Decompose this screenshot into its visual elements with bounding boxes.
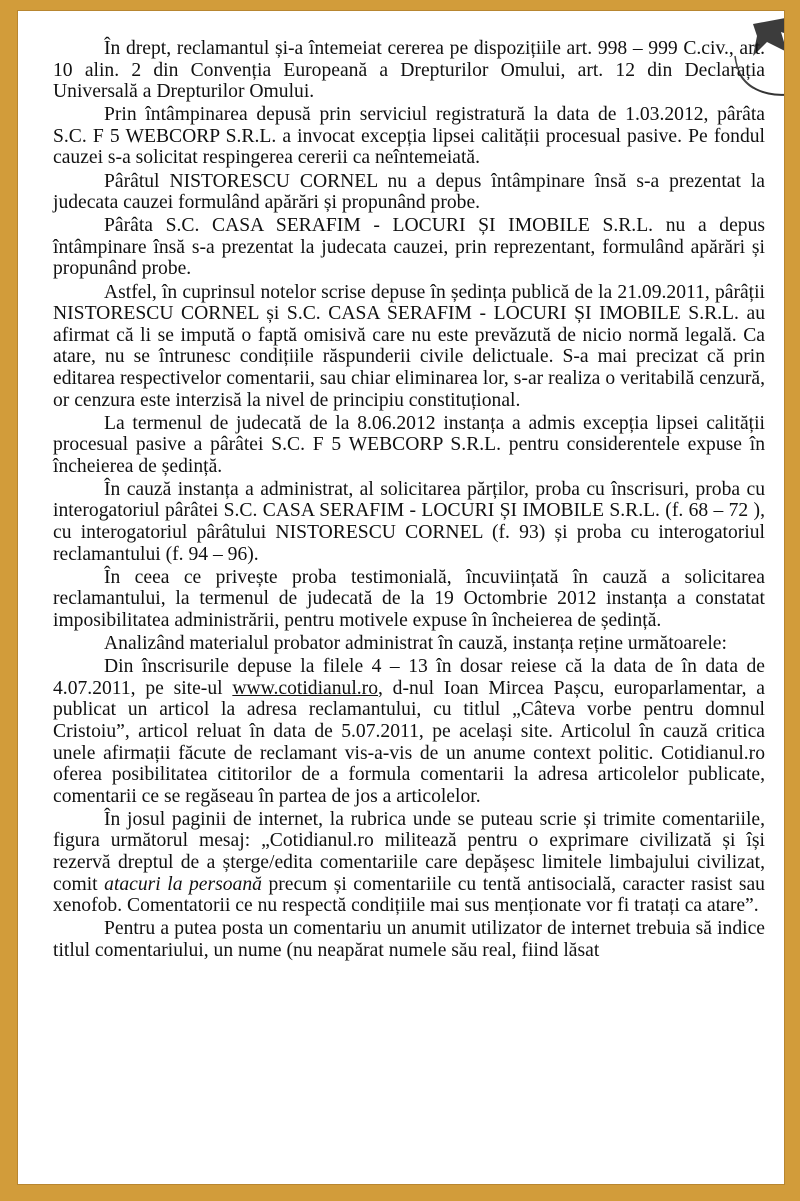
paragraph: Pârâtul NISTORESCU CORNEL nu a depus întâmpinare însă s-a prezentat la judecata cauzei formulând apărări și propunând probe. xyxy=(53,170,765,214)
document-page xyxy=(17,10,785,1185)
paragraph: Analizând materialul probator administrat în cauză, instanța reține următoarele: xyxy=(104,633,727,655)
paragraph xyxy=(53,809,765,917)
paragraph: Prin întâmpinarea depusă prin serviciul registratură la data de 1.03.2012, pârâta S.C. F 5 WEBCORP S.R.L. a invocat excepția lipsei calității procesual pasive. Pe fondul cauzei s-a solicitat respingerea cererii ca neîntemeiată. xyxy=(53,104,765,169)
paragraph: În drept, reclamantul și-a întemeiat cererea pe dispozițiile art. 998 – 999 C.civ., art. 10 alin. 2 din Convenția Europeană a Drepturilor Omului, art. 12 din Declarația Universală a Drepturilor Omului. xyxy=(53,38,765,103)
text-segment: , d-nul Ioan Mircea Pașcu, europarlamentar, a publicat un articol la adresa reclamantului, cu titlul „Câteva vorbe pentru domnul Cristoiu”, articol reluat în data de 5.07.2011, pe același site. Articolul în cauză critica unele afirmații făcute de reclamant vis-a-vis de un anume context politic. Cotidianul.ro oferea posibilitatea cititorilor de a formula comentarii la adresa articolelor publicate, comentarii ce se regăseau în partea de jos a articolelor. xyxy=(53,677,765,807)
paragraph: Pentru a putea posta un comentariu un anumit utilizator de internet trebuia să indice titlul comentariului, un nume (nu neapărat numele său real, fiind lăsat xyxy=(53,918,765,961)
text-segment: Din înscrisurile depuse la filele 4 – 13 în dosar reiese că la data de în data de 4.07.2011, pe site-ul xyxy=(53,656,765,699)
text-segment: precum și comentariile cu tentă antisocială, caracter rasist sau xenofob. Comentatorii ce nu respectă condițiile mai sus menționate vor fi tratați ca atare”. xyxy=(53,873,765,917)
paragraph: În ceea ce privește proba testimonială, încuviințată în cauză a solicitarea reclamantului, la termenul de judecată de la 19 Octombrie 2012 instanța a constatat imposibilitatea administrării, pentru motivele expuse în încheierea de ședință. xyxy=(53,566,765,631)
paragraph: În cauză instanța a administrat, al solicitarea părților, proba cu înscrisuri, proba cu interogatoriul pârâtei S.C. CASA SERAFIM - LOCURI ȘI IMOBILE S.R.L. (f. 68 – 72 ), cu interogatoriul pârâtului NISTORESCU CORNEL (f. 93) și proba cu interogatoriul reclamantului (f. 94 – 96). xyxy=(53,478,765,565)
paragraph: Astfel, în cuprinsul notelor scrise depuse în ședința publică de la 21.09.2011, pârâții NISTORESCU CORNEL și S.C. CASA SERAFIM - LOCURI ȘI IMOBILE S.R.L. au afirmat că li se impută o faptă omisivă care nu este prevăzută de nicio normă legală. Ca atare, nu se întrunesc condițiile răspunderii civile delictuale. S-a mai precizat că prin editarea respectivelor comentarii, sau chiar eliminarea lor, s-ar realiza o veritabilă cenzură, or cenzura este interzisă la nivel de principiu constituțional. xyxy=(53,281,765,411)
cotidianul-link[interactable]: www.cotidianul.ro xyxy=(232,677,378,699)
paragraph: La termenul de judecată de la 8.06.2012 instanța a admis excepția lipsei calității procesual pasive a pârâtei S.C. F 5 WEBCORP S.R.L. pentru considerentele expuse în încheierea de ședință. xyxy=(53,412,765,477)
paragraph: Pârâta S.C. CASA SERAFIM - LOCURI ȘI IMOBILE S.R.L. nu a depus întâmpinare însă s-a prezentat la judecata cauzei, prin reprezentant, formulând apărări și propunând probe. xyxy=(53,215,765,280)
document-body xyxy=(53,38,765,963)
emphasized-text: atacuri la persoană xyxy=(104,873,262,895)
paragraph xyxy=(53,656,765,807)
text-segment: În josul paginii de internet, la rubrica unde se puteau scrie și trimite comentariile, figura următorul mesaj: „Cotidianul.ro militează pentru o exprimare civilizată și își rezervă dreptul de a șterge/edita comentariile care depășesc limitele limbajului civilizat, comit xyxy=(53,808,765,895)
